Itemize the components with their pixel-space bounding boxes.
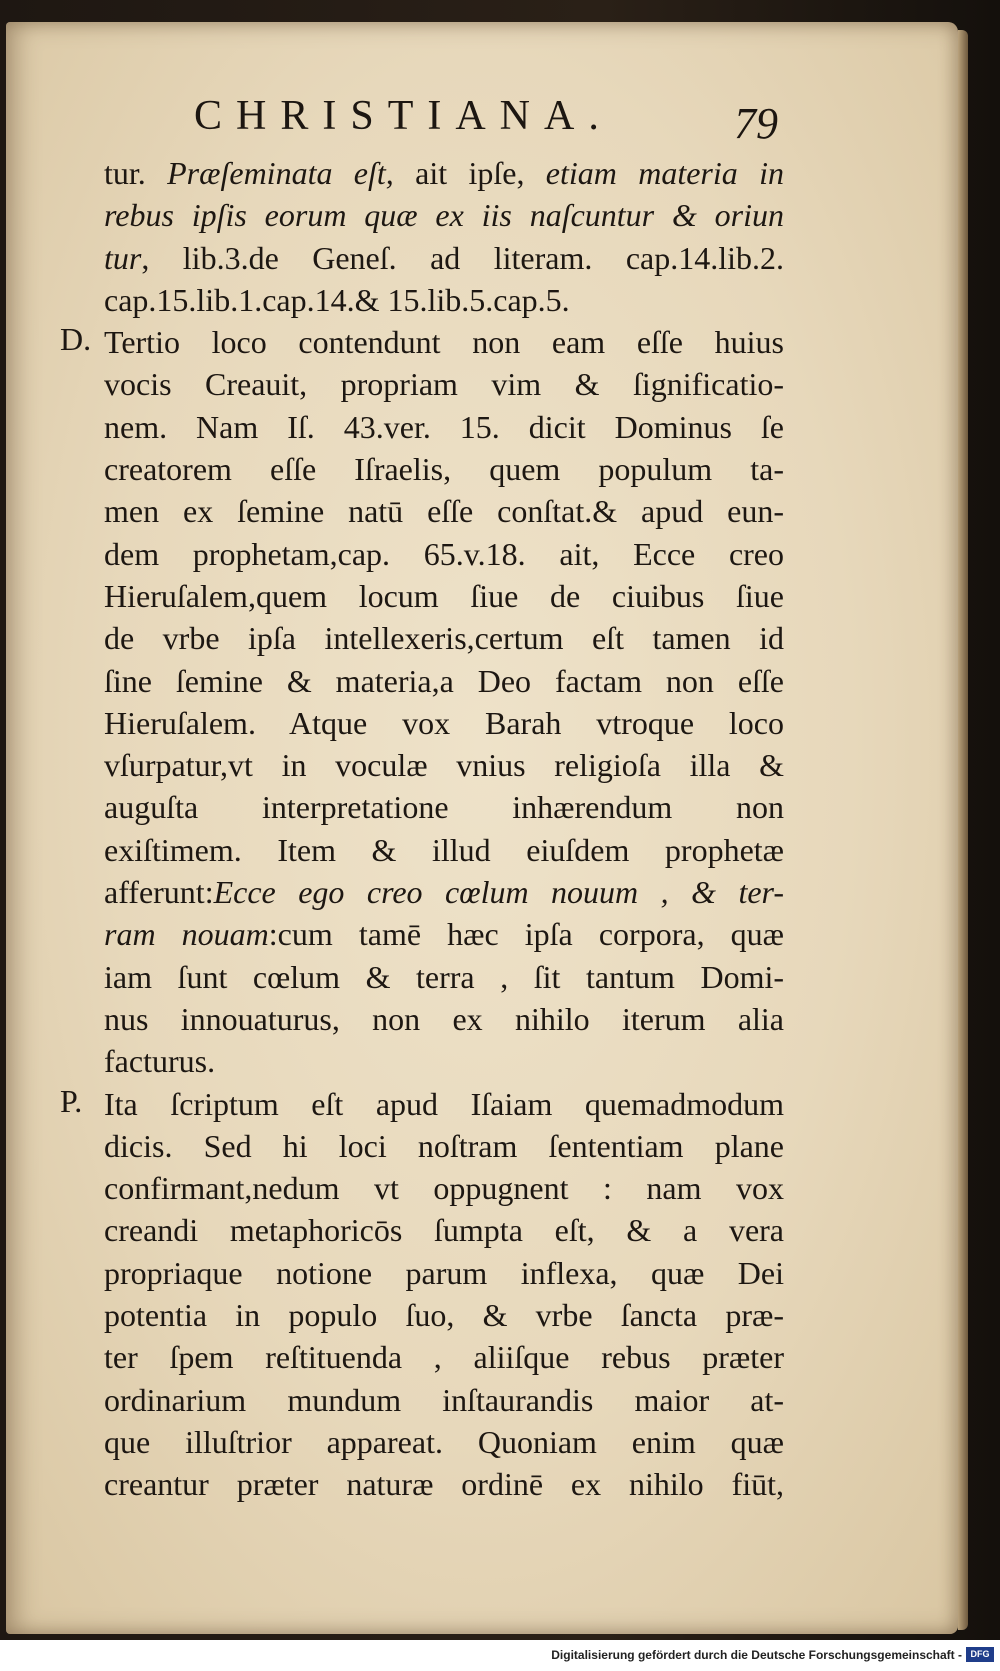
roman-text: nem. Nam Iſ. 43.ver. 15. dicit Dominus ſe	[104, 408, 784, 445]
roman-text: cap.15.lib.1.cap.14.& 15.lib.5.cap.5.	[104, 281, 570, 318]
text-line	[104, 1421, 784, 1463]
text-line	[104, 533, 784, 575]
roman-text: tur.	[104, 155, 168, 191]
line-content	[104, 617, 784, 659]
running-title: CHRISTIANA.	[194, 93, 613, 139]
italic-text: etiam materia in	[545, 155, 784, 191]
line-content	[104, 1252, 784, 1294]
line-content	[104, 871, 784, 913]
text-line	[104, 1040, 784, 1082]
text-line	[104, 1294, 784, 1336]
roman-text: potentia in populo ſuo, & vrbe ſancta præ-	[104, 1297, 784, 1334]
line-content	[104, 1125, 784, 1167]
roman-text: dem prophetam,cap. 65.v.18. ait, Ecce creo	[104, 535, 784, 572]
roman-text: ordinarium mundum inſtaurandis maior at-	[104, 1381, 784, 1418]
text-line	[104, 237, 784, 279]
italic-text: Ecce ego creo cœlum nouum , & ter-	[213, 874, 784, 911]
text-line	[104, 1125, 784, 1167]
text-line	[104, 448, 784, 490]
text-line	[104, 956, 784, 998]
line-content	[104, 786, 784, 828]
text-line	[104, 152, 784, 194]
text-line	[104, 786, 784, 828]
roman-text: creandi metaphoricōs ſumpta eſt, & a vera	[104, 1212, 784, 1249]
roman-text: facturus.	[104, 1043, 216, 1080]
line-content	[104, 744, 784, 786]
line-content	[104, 490, 784, 532]
roman-text: men ex ſemine natū eſſe conſtat.& apud eun-	[104, 493, 784, 530]
text-line	[104, 702, 784, 744]
line-content	[104, 575, 784, 617]
text-line	[104, 1252, 784, 1294]
text-line	[104, 871, 784, 913]
text-line	[104, 1336, 784, 1378]
text-line	[104, 829, 784, 871]
digitization-footer	[0, 1640, 1000, 1671]
text-line	[60, 1082, 784, 1125]
line-content	[104, 1209, 784, 1251]
line-content	[104, 913, 784, 955]
text-line	[104, 363, 784, 405]
text-line	[104, 617, 784, 659]
roman-text: ſine ſemine & materia,a Deo factam non eſſe	[104, 662, 784, 699]
italic-text: rebus ipſis eorum quæ ex iis naſcuntur & oriun	[104, 197, 784, 234]
italic-text: ram nouam	[104, 916, 269, 953]
text-line	[104, 1167, 784, 1209]
line-content	[104, 1379, 784, 1421]
line-content	[104, 702, 784, 744]
line-content	[104, 1421, 784, 1463]
line-content	[104, 448, 784, 490]
line-content	[104, 237, 784, 279]
roman-text: ait ipſe,	[393, 155, 546, 191]
roman-text: que illuſtrior appareat. Quoniam enim quæ	[104, 1423, 784, 1460]
italic-text: tur	[104, 239, 142, 276]
roman-text: dicis. Sed hi loci noſtram ſententiam plane	[104, 1127, 784, 1164]
speaker-marker: P.	[60, 1082, 83, 1119]
line-content	[104, 1167, 784, 1209]
line-content	[104, 363, 784, 405]
line-content	[104, 1336, 784, 1378]
text-line	[60, 321, 784, 363]
line-content	[104, 829, 784, 871]
line-content	[104, 152, 784, 194]
line-content	[104, 1294, 784, 1336]
roman-text: Hieruſalem. Atque vox Barah vtroque loco	[104, 704, 784, 741]
roman-text: auguſta interpretatione inhærendum non	[104, 789, 784, 826]
roman-text: nus innouaturus, non ex nihilo iterum alia	[104, 1000, 784, 1037]
roman-text: propriaque notione parum inflexa, quæ Dei	[104, 1254, 784, 1291]
dfg-logo: DFG	[966, 1647, 994, 1662]
line-content	[104, 660, 784, 702]
text-line	[104, 660, 784, 702]
body-text	[60, 152, 784, 1506]
line-content	[104, 1083, 784, 1125]
text-line	[104, 1379, 784, 1421]
roman-text: Hieruſalem,quem locum ſiue de ciuibus ſiue	[104, 577, 784, 614]
roman-text: creantur præter naturæ ordinē ex nihilo fiūt,	[104, 1466, 784, 1503]
roman-text: creatorem eſſe Iſraelis, quem populum ta-	[104, 451, 784, 488]
roman-text: de vrbe ipſa intellexeris,certum eſt tamen id	[104, 620, 784, 657]
text-line	[104, 406, 784, 448]
line-content	[104, 533, 784, 575]
footer-credit: Digitalisierung gefördert durch die Deutsche Forschungsgemeinschaft -	[551, 1648, 962, 1662]
line-content	[104, 406, 784, 448]
line-content	[104, 998, 784, 1040]
roman-text: :cum tamē hæc ipſa corpora, quæ	[268, 916, 784, 953]
page-number: 79	[734, 99, 778, 148]
roman-text: confirmant,nedum vt oppugnent : nam vox	[104, 1170, 784, 1207]
italic-text: Præſeminata eſt,	[167, 155, 394, 191]
text-line	[104, 279, 784, 321]
line-content	[104, 1040, 784, 1082]
text-line	[104, 998, 784, 1040]
roman-text: vſurpatur,vt in voculæ vnius religioſa illa &	[104, 747, 784, 784]
roman-text: , lib.3.de Geneſ. ad literam. cap.14.lib.2.	[141, 239, 784, 276]
line-content	[104, 194, 784, 236]
text-line	[104, 1209, 784, 1251]
roman-text: ter ſpem reſtituenda , aliiſque rebus præter	[104, 1339, 784, 1376]
text-line	[104, 1463, 784, 1505]
roman-text: vocis Creauit, propriam vim & ſignificatio-	[104, 366, 784, 403]
speaker-marker: D.	[60, 321, 92, 358]
roman-text: Tertio loco contendunt non eam eſſe huius	[104, 324, 784, 361]
text-line	[104, 913, 784, 955]
text-line	[104, 194, 784, 236]
line-content	[104, 279, 784, 321]
line-content	[104, 1463, 784, 1505]
roman-text: afferunt:	[104, 874, 214, 911]
page-edge	[958, 30, 968, 1630]
roman-text: exiſtimem. Item & illud eiuſdem prophetæ	[104, 831, 784, 868]
text-line	[104, 490, 784, 532]
text-line	[104, 744, 784, 786]
line-content	[104, 956, 784, 998]
book-page	[6, 22, 958, 1634]
roman-text: Ita ſcriptum eſt apud Iſaiam quemadmodum	[104, 1085, 784, 1122]
text-line	[104, 575, 784, 617]
line-content	[104, 321, 784, 363]
roman-text: iam ſunt cœlum & terra , ſit tantum Domi-	[104, 958, 784, 995]
